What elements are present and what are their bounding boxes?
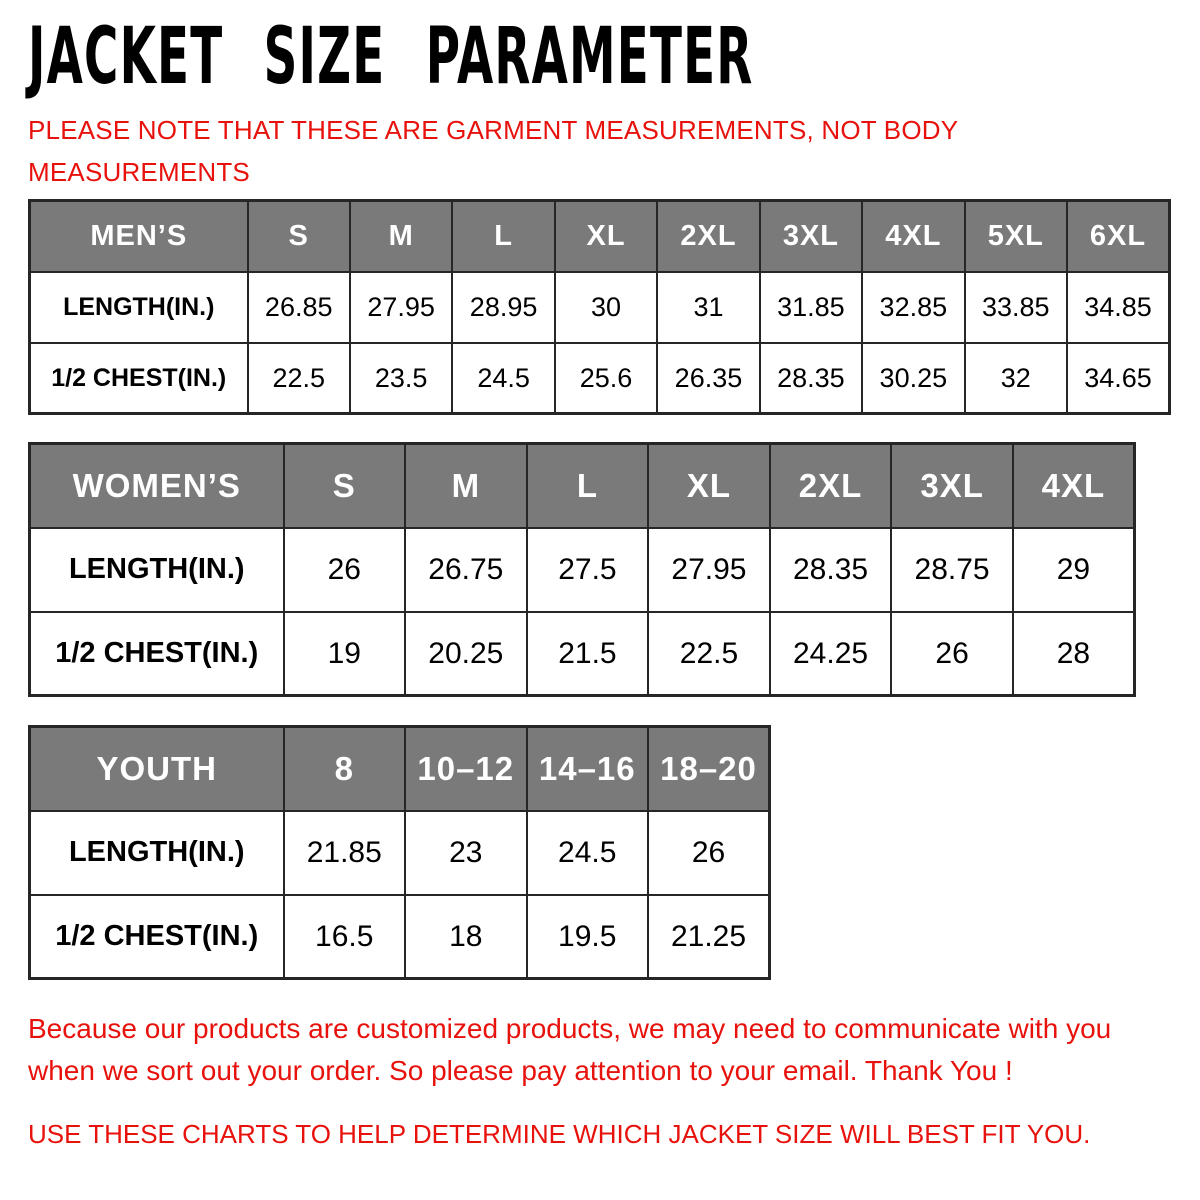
size-column-header: 18–20: [648, 727, 770, 811]
size-value: 23.5: [350, 343, 452, 414]
size-column-header: XL: [648, 444, 770, 528]
size-column-header: 4XL: [1013, 444, 1135, 528]
row-label: 1/2 CHEST(IN.): [30, 612, 284, 696]
size-value: 18: [405, 895, 527, 979]
size-column-header: 14–16: [527, 727, 649, 811]
size-value: 28.35: [760, 343, 862, 414]
size-value: 28.95: [452, 272, 554, 343]
size-column-header: S: [284, 444, 406, 528]
size-column-header: 3XL: [760, 201, 862, 272]
size-value: 20.25: [405, 612, 527, 696]
size-column-header: M: [405, 444, 527, 528]
row-label: LENGTH(IN.): [30, 528, 284, 612]
size-value: 19.5: [527, 895, 649, 979]
size-column-header: M: [350, 201, 452, 272]
size-value: 34.85: [1067, 272, 1170, 343]
size-value: 26: [284, 528, 406, 612]
size-value: 21.5: [527, 612, 649, 696]
size-value: 19: [284, 612, 406, 696]
size-column-header: L: [527, 444, 649, 528]
table-title-cell: WOMEN’S: [30, 444, 284, 528]
row-label: LENGTH(IN.): [30, 272, 248, 343]
table-row: [30, 528, 1135, 612]
table-title-cell: YOUTH: [30, 727, 284, 811]
garment-measurement-note: PLEASE NOTE THAT THESE ARE GARMENT MEASUREMENTS, NOT BODY MEASUREMENTS: [28, 115, 958, 187]
size-value: 22.5: [248, 343, 350, 414]
size-column-header: S: [248, 201, 350, 272]
size-value: 26.75: [405, 528, 527, 612]
size-value: 26: [891, 612, 1013, 696]
size-value: 31: [657, 272, 759, 343]
size-value: 26.35: [657, 343, 759, 414]
table-row: [30, 612, 1135, 696]
size-value: 25.6: [555, 343, 657, 414]
size-value: 27.5: [527, 528, 649, 612]
header-row: [30, 727, 770, 811]
size-column-header: 3XL: [891, 444, 1013, 528]
size-column-header: 4XL: [862, 201, 964, 272]
size-value: 27.95: [350, 272, 452, 343]
chart-usage-note: USE THESE CHARTS TO HELP DETERMINE WHICH JACKET SIZE WILL BEST FIT YOU.: [28, 1119, 1091, 1150]
mens-size-table: [28, 199, 1171, 415]
size-value: 24.5: [527, 811, 649, 895]
size-value: 16.5: [284, 895, 406, 979]
size-column-header: 2XL: [770, 444, 892, 528]
size-value: 31.85: [760, 272, 862, 343]
page-title: JACKET SIZE PARAMETER: [28, 12, 754, 102]
size-value: 26.85: [248, 272, 350, 343]
row-label: LENGTH(IN.): [30, 811, 284, 895]
size-value: 23: [405, 811, 527, 895]
size-value: 27.95: [648, 528, 770, 612]
size-column-header: 8: [284, 727, 406, 811]
size-column-header: XL: [555, 201, 657, 272]
row-label: 1/2 CHEST(IN.): [30, 343, 248, 414]
table-row: [30, 272, 1170, 343]
header-row: [30, 444, 1135, 528]
size-column-header: 6XL: [1067, 201, 1170, 272]
size-value: 32: [965, 343, 1067, 414]
customization-notice: Because our products are customized products, we may need to communicate with you when we sort out your order. So please pay attention to your email. Thank You !: [28, 1013, 1112, 1087]
size-column-header: 2XL: [657, 201, 759, 272]
size-value: 24.5: [452, 343, 554, 414]
size-value: 21.25: [648, 895, 770, 979]
size-value: 30.25: [862, 343, 964, 414]
size-value: 24.25: [770, 612, 892, 696]
size-value: 28.35: [770, 528, 892, 612]
size-value: 26: [648, 811, 770, 895]
row-label: 1/2 CHEST(IN.): [30, 895, 284, 979]
size-value: 22.5: [648, 612, 770, 696]
size-value: 33.85: [965, 272, 1067, 343]
size-value: 30: [555, 272, 657, 343]
youth-size-table: [28, 725, 771, 980]
size-value: 34.65: [1067, 343, 1170, 414]
table-row: [30, 343, 1170, 414]
size-column-header: L: [452, 201, 554, 272]
size-column-header: 10–12: [405, 727, 527, 811]
table-row: [30, 895, 770, 979]
size-value: 28.75: [891, 528, 1013, 612]
size-value: 28: [1013, 612, 1135, 696]
size-value: 29: [1013, 528, 1135, 612]
header-row: [30, 201, 1170, 272]
size-value: 21.85: [284, 811, 406, 895]
size-column-header: 5XL: [965, 201, 1067, 272]
womens-size-table: [28, 442, 1136, 697]
size-value: 32.85: [862, 272, 964, 343]
table-title-cell: MEN’S: [30, 201, 248, 272]
table-row: [30, 811, 770, 895]
